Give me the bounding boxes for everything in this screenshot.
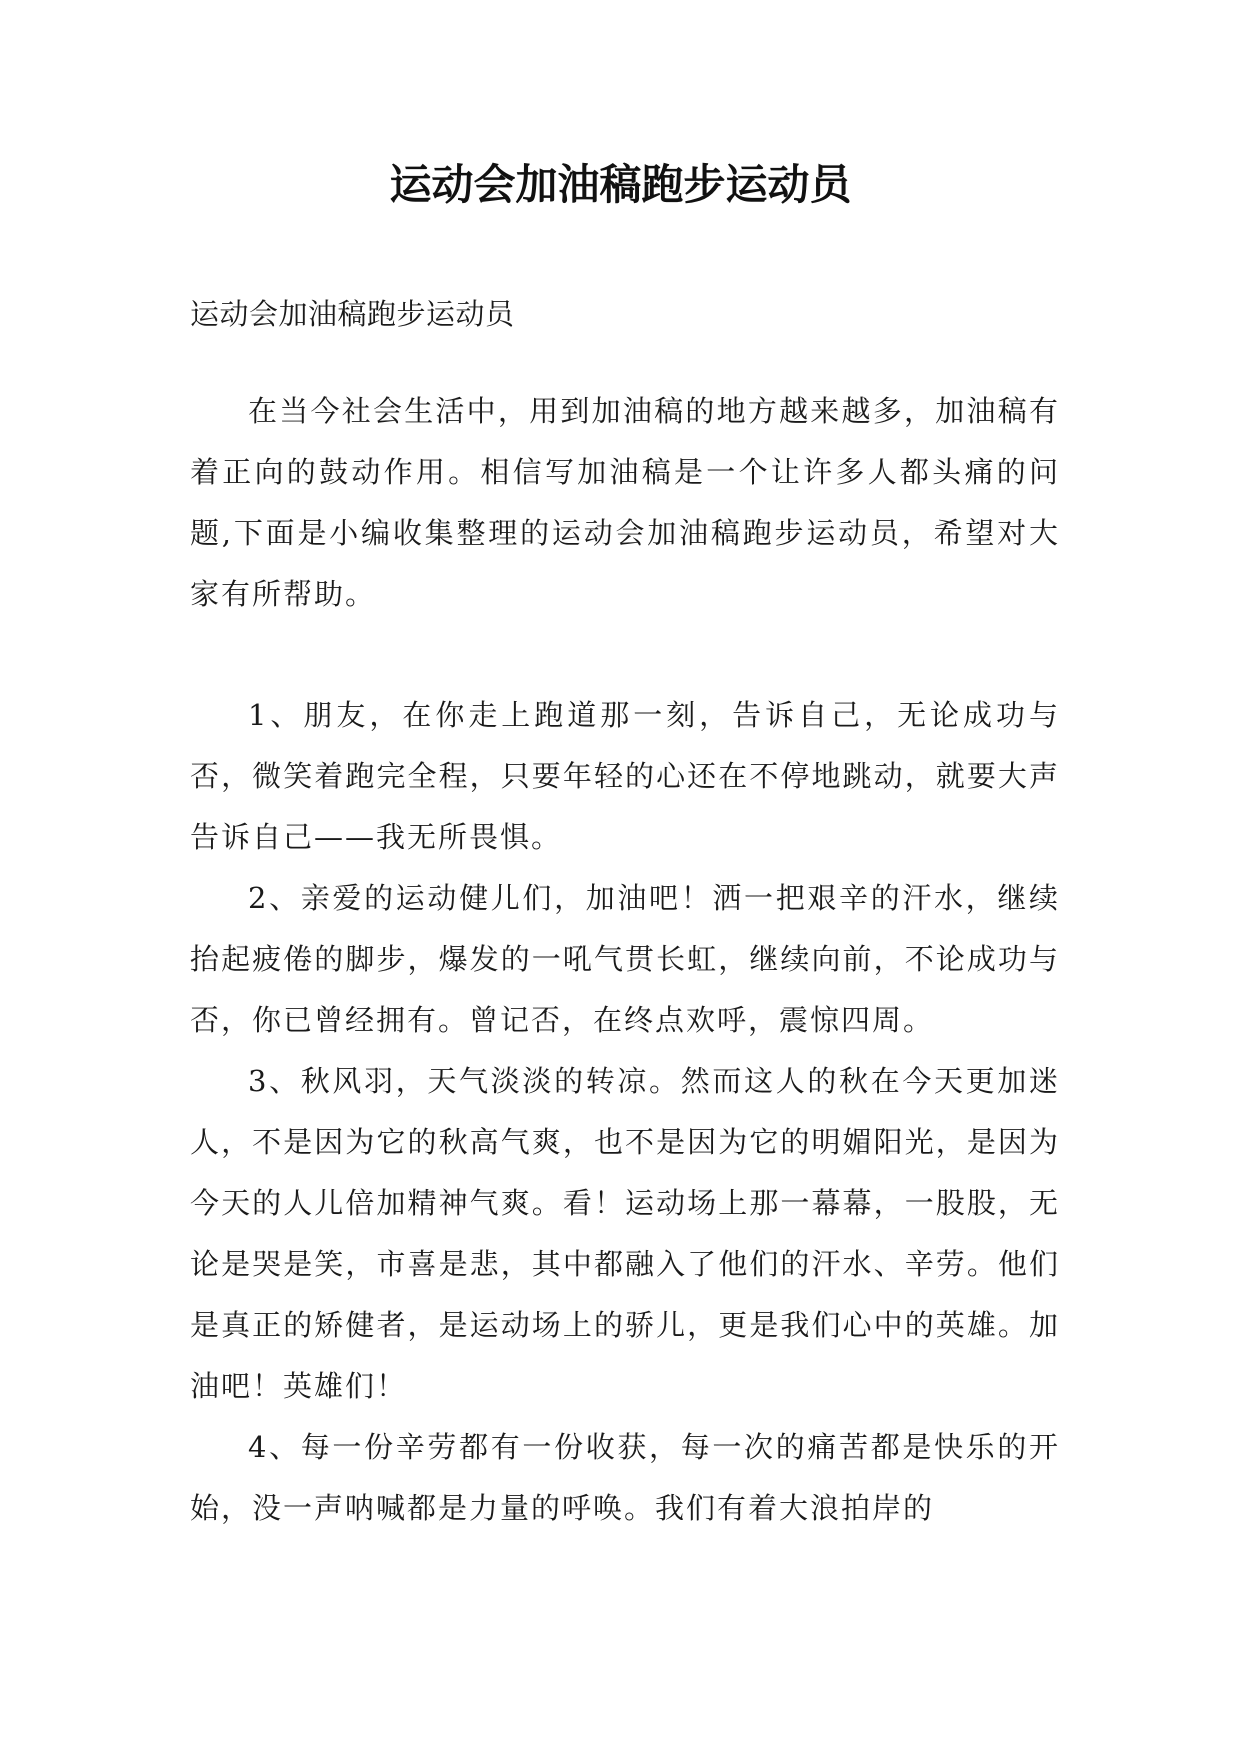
- document-title: 运动会加油稿跑步运动员: [389, 160, 852, 209]
- document-subtitle: 运动会加油稿跑步运动员: [190, 297, 515, 331]
- cheer-item-2: 2、亲爱的运动健儿们，加油吧！洒一把艰辛的汗水，继续抬起疲倦的脚步，爆发的一吼气贯长虹，继续向前，不论成功与否，你已曾经拥有。曾记否，在终点欢呼，震惊四周。: [190, 881, 1060, 1037]
- cheer-item-1: 1、朋友，在你走上跑道那一刻，告诉自己，无论成功与否，微笑着跑完全程，只要年轻的心还在不停地跳动，就要大声告诉自己——我无所畏惧。: [190, 698, 1060, 854]
- intro-paragraph: 在当今社会生活中，用到加油稿的地方越来越多，加油稿有着正向的鼓动作用。相信写加油稿是一个让许多人都头痛的问题,下面是小编收集整理的运动会加油稿跑步运动员，希望对大家有所帮助。: [190, 394, 1060, 611]
- document-body: [190, 285, 1060, 1539]
- cheer-item-3: 3、秋风羽，天气淡淡的转凉。然而这人的秋在今天更加迷人，不是因为它的秋高气爽，也不是因为它的明媚阳光，是因为今天的人儿倍加精神气爽。看！运动场上那一幕幕，一股股，无论是哭是笑，市喜是悲，其中都融入了他们的汗水、辛劳。他们是真正的矫健者，是运动场上的骄儿，更是我们心中的英雄。加油吧！英雄们！: [190, 1064, 1060, 1403]
- cheer-item-4: 4、每一份辛劳都有一份收获，每一次的痛苦都是快乐的开始，没一声呐喊都是力量的呼唤。我们有着大浪拍岸的: [190, 1430, 1060, 1525]
